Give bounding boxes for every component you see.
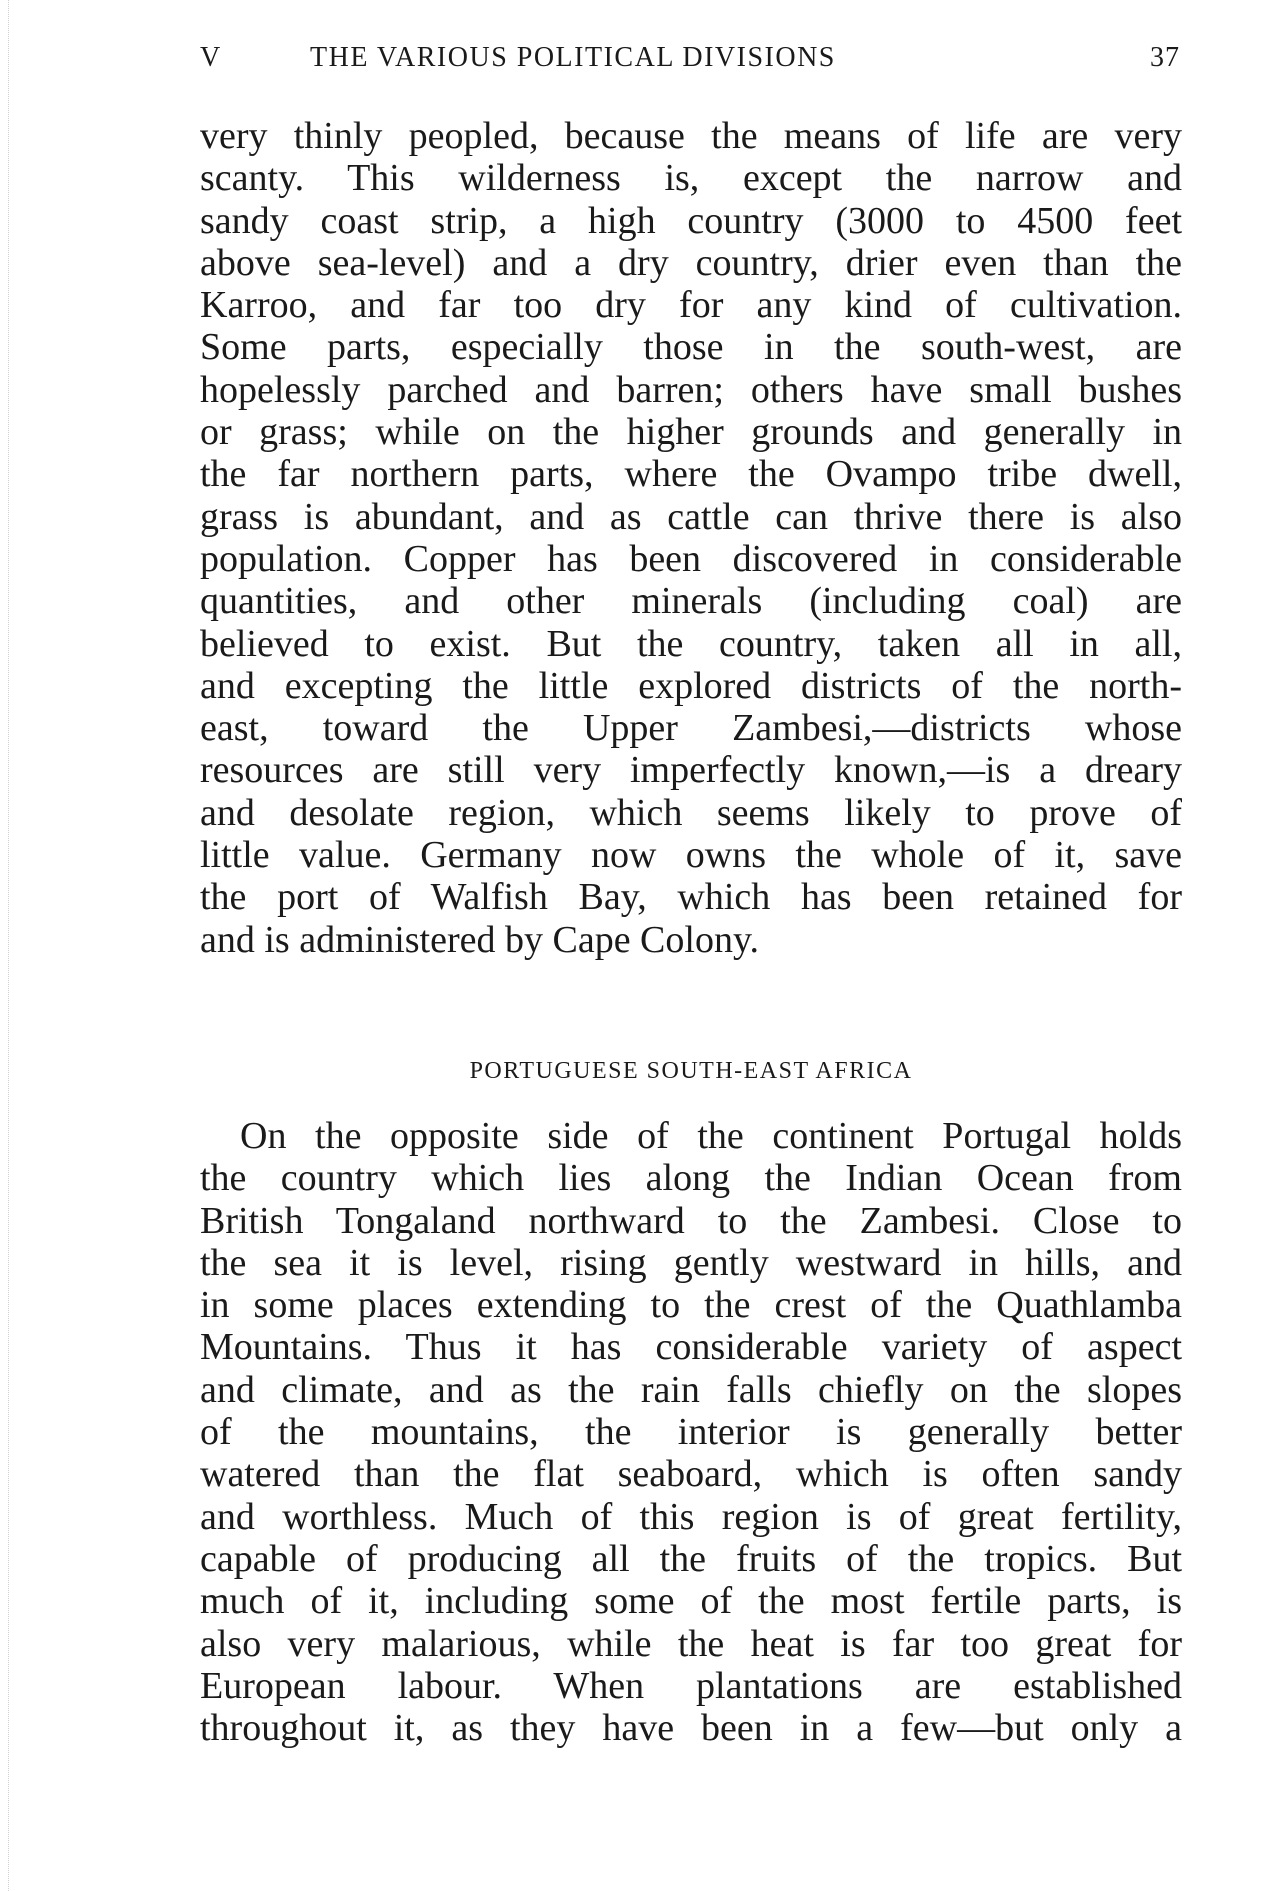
paragraph-2: [200, 1115, 1182, 1749]
running-header: [200, 42, 1180, 82]
text-line: and desolate region, which seems likely to prove of: [200, 791, 1182, 834]
paragraph-1: [200, 115, 1182, 961]
text-line: very thinly peopled, because the means of life are very: [200, 115, 1182, 157]
text-line: grass is abundant, and as cattle can thrive there is also: [200, 495, 1182, 538]
text-line: east, toward the Upper Zambesi,—districts whose: [200, 707, 1182, 750]
text-line: also very malarious, while the heat is far too great for: [200, 1622, 1182, 1665]
text-line: the port of Walfish Bay, which has been retained for: [200, 876, 1182, 919]
running-title: THE VARIOUS POLITICAL DIVISIONS: [310, 42, 836, 73]
text-line: watered than the flat seaboard, which is often sandy: [200, 1453, 1182, 1496]
text-line: scanty. This wilderness is, except the narrow and: [200, 157, 1182, 200]
text-line: the sea it is level, rising gently westward in hills, and: [200, 1241, 1182, 1284]
text-line: believed to exist. But the country, taken all in all,: [200, 622, 1182, 665]
text-line: population. Copper has been discovered in considerable: [200, 537, 1182, 580]
text-line: Some parts, especially those in the south-west, are: [200, 326, 1182, 369]
text-line: little value. Germany now owns the whole of it, save: [200, 834, 1182, 877]
text-line: the country which lies along the Indian Ocean from: [200, 1157, 1182, 1200]
text-line: and is administered by Cape Colony.: [200, 918, 759, 961]
text-line: throughout it, as they have been in a few—but only a: [200, 1707, 1182, 1750]
text-line: On the opposite side of the continent Portugal holds: [240, 1115, 1182, 1157]
text-line: above sea-level) and a dry country, drier even than the: [200, 241, 1182, 284]
text-line: much of it, including some of the most fertile parts, is: [200, 1580, 1182, 1623]
page-number: 37: [1150, 42, 1180, 73]
text-line: hopelessly parched and barren; others have small bushes: [200, 368, 1182, 411]
text-line: British Tongaland northward to the Zambesi. Close to: [200, 1199, 1182, 1242]
text-line: sandy coast strip, a high country (3000 to 4500 feet: [200, 199, 1182, 242]
chapter-number: V: [200, 42, 222, 73]
text-line: in some places extending to the crest of the Quathlamba: [200, 1284, 1182, 1327]
page-edge: [8, 0, 15, 1891]
text-line: quantities, and other minerals (including coal) are: [200, 580, 1182, 623]
text-line: or grass; while on the higher grounds and generally in: [200, 411, 1182, 454]
text-line: of the mountains, the interior is generally better: [200, 1411, 1182, 1454]
text-line: and excepting the little explored districts of the north-: [200, 664, 1182, 707]
text-line: capable of producing all the fruits of the tropics. But: [200, 1537, 1182, 1580]
text-line: resources are still very imperfectly known,—is a dreary: [200, 749, 1182, 792]
text-line: European labour. When plantations are established: [200, 1664, 1182, 1707]
text-line: Mountains. Thus it has considerable variety of aspect: [200, 1326, 1182, 1369]
text-line: and climate, and as the rain falls chiefly on the slopes: [200, 1368, 1182, 1411]
text-line: and worthless. Much of this region is of great fertility,: [200, 1495, 1182, 1538]
text-line: the far northern parts, where the Ovampo tribe dwell,: [200, 453, 1182, 496]
text-line: Karroo, and far too dry for any kind of cultivation.: [200, 284, 1182, 327]
section-heading: PORTUGUESE SOUTH-EAST AFRICA: [469, 1058, 913, 1084]
